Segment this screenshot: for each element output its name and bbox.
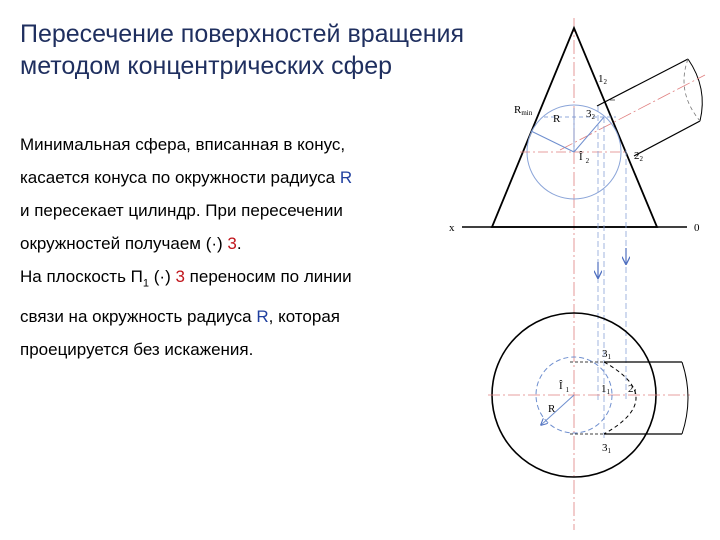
point-3-2-label: 32 bbox=[586, 108, 595, 121]
cone-outline bbox=[492, 28, 657, 227]
r-radius-top bbox=[541, 395, 574, 425]
text-line-5: На плоскость $П_1$ (·) 3 переносим по линии bbox=[20, 267, 352, 290]
o1-label: Î $_1$ bbox=[559, 380, 570, 394]
point-1-1-label: 11 bbox=[601, 383, 610, 396]
cylinder-end-curve bbox=[688, 59, 702, 121]
point-2-1-label: 21 bbox=[628, 383, 637, 396]
point-3-1-bottom-label: 31 bbox=[602, 442, 611, 455]
point-1-2-label: 12 bbox=[598, 73, 607, 86]
rmin-radius bbox=[531, 131, 574, 152]
text-line-6: связи на окружность радиуса R, которая bbox=[20, 307, 340, 327]
title-line-2: методом концентрических сфер bbox=[20, 52, 393, 80]
point-3-highlight: 3 bbox=[227, 234, 237, 253]
x-axis-label: x bbox=[449, 222, 455, 234]
cylinder-hidden-curve bbox=[684, 59, 700, 121]
r-label-front: R bbox=[553, 113, 561, 125]
zero-label: 0 bbox=[694, 222, 700, 234]
intersection-curve-hidden bbox=[604, 362, 636, 434]
o2-label: Î $_2$ bbox=[579, 151, 590, 165]
cylinder-top-end bbox=[682, 362, 688, 434]
text-line-7: проецируется без искажения. bbox=[20, 340, 254, 360]
point-3-1-top-label: 31 bbox=[602, 348, 611, 361]
cylinder-bottom-generator bbox=[634, 121, 700, 156]
text-line-3: и пересекает цилиндр. При пересечении bbox=[20, 201, 343, 220]
cylinder-axis bbox=[560, 75, 705, 150]
text-line-1: Минимальная сфера, вписанная в конус, bbox=[20, 135, 346, 154]
r-label-top: R bbox=[548, 403, 556, 415]
rmin-label: Rmin bbox=[514, 104, 533, 117]
point-2-2-label: 22 bbox=[634, 150, 643, 163]
cylinder-top-generator bbox=[597, 59, 688, 106]
radius-r-highlight: R bbox=[339, 168, 353, 187]
text-line-4: окружностей получаем (·) 3. bbox=[20, 234, 242, 253]
title-line-1: Пересечение поверхностей вращения bbox=[20, 20, 465, 48]
point-3-highlight-2: 3 bbox=[175, 267, 185, 286]
radius-r-highlight-2: R bbox=[256, 307, 269, 327]
text-line-2: касается конуса по окружности радиуса R bbox=[20, 168, 353, 187]
r-radius-front bbox=[574, 117, 604, 152]
